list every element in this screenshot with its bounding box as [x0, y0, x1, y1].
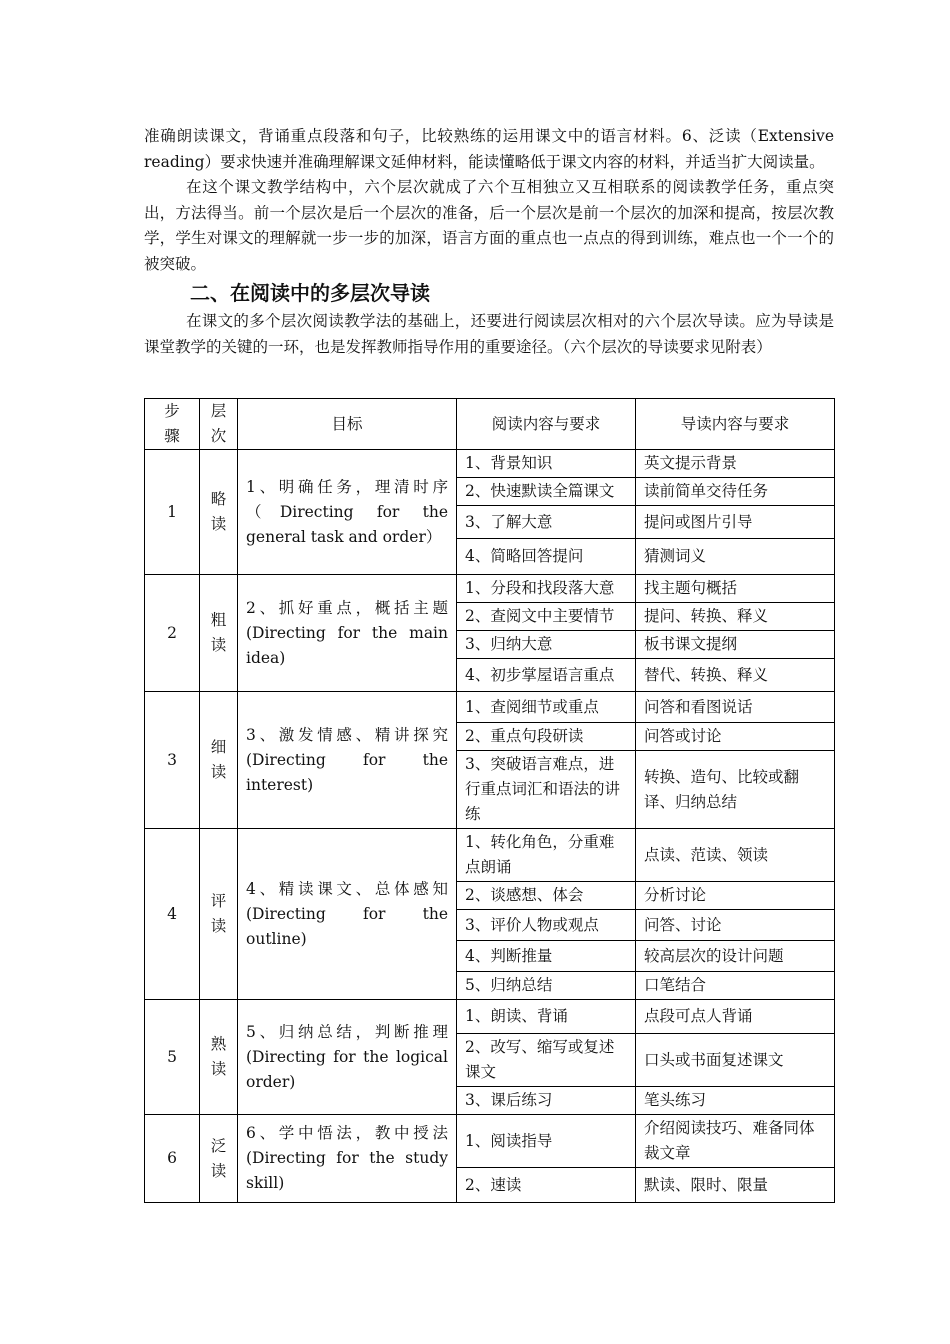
document-body	[144, 124, 834, 360]
reading-cell: 1、查阅细节或重点	[457, 692, 636, 723]
guide-cell: 口笔结合	[636, 972, 835, 1000]
reading-cell: 1、背景知识	[457, 450, 636, 478]
level-cell: 略读	[200, 450, 238, 575]
reading-cell: 2、快速默读全篇课文	[457, 478, 636, 506]
section-heading: 二、在阅读中的多层次导读	[190, 281, 430, 305]
table-row	[145, 450, 835, 478]
guide-cell: 英文提示背景	[636, 450, 835, 478]
reading-cell: 2、速读	[457, 1168, 636, 1203]
guide-cell: 提问、转换、释义	[636, 603, 835, 631]
guide-cell: 找主题句概括	[636, 575, 835, 603]
guide-cell: 点段可点人背诵	[636, 1000, 835, 1034]
paragraph-3: 在课文的多个层次阅读教学法的基础上，还要进行阅读层次相对的六个层次导读。应为导读是课堂教学的关键的一环，也是发挥教师指导作用的重要途径。（六个层次的导读要求见附表）	[144, 312, 834, 356]
reading-cell: 4、简略回答提问	[457, 539, 636, 575]
reading-cell: 3、课后练习	[457, 1087, 636, 1115]
goal-cell: 5、归纳总结，判断推理(Directing for the logical order)	[238, 1000, 457, 1115]
reading-levels-table	[144, 398, 835, 1203]
reading-cell: 2、查阅文中主要情节	[457, 603, 636, 631]
reading-cell: 3、评价人物或观点	[457, 910, 636, 941]
guide-cell: 笔头练习	[636, 1087, 835, 1115]
goal-cell: 4、精读课文、总体感知(Directing for the outline)	[238, 829, 457, 1000]
reading-cell: 4、判断推量	[457, 941, 636, 972]
reading-cell: 1、朗读、背诵	[457, 1000, 636, 1034]
table-row	[145, 575, 835, 603]
goal-cell: 2、抓好重点，概括主题(Directing for the main idea)	[238, 575, 457, 692]
reading-cell: 3、归纳大意	[457, 631, 636, 659]
reading-cell: 5、归纳总结	[457, 972, 636, 1000]
level-cell: 熟读	[200, 1000, 238, 1115]
guide-cell: 问答和看图说话	[636, 692, 835, 723]
table-row	[145, 1000, 835, 1034]
guide-cell: 点读、范读、领读	[636, 829, 835, 882]
goal-cell: 3、激发情感、精讲探究(Directing for the interest)	[238, 692, 457, 829]
guide-cell: 提问或图片引导	[636, 506, 835, 539]
guide-cell: 介绍阅读技巧、难备同体裁文章	[636, 1115, 835, 1168]
reading-cell: 4、初步掌屋语言重点	[457, 659, 636, 692]
reading-cell: 2、重点句段研读	[457, 723, 636, 751]
goal-cell: 1、明确任务，理清时序（Directing for the general task and order）	[238, 450, 457, 575]
header-goal: 目标	[238, 399, 457, 450]
reading-cell: 3、突破语言难点，进行重点词汇和语法的讲练	[457, 751, 636, 829]
reading-cell: 2、改写、缩写或复述课文	[457, 1034, 636, 1087]
reading-cell: 1、分段和找段落大意	[457, 575, 636, 603]
guide-cell: 读前简单交待任务	[636, 478, 835, 506]
header-level: 层次	[200, 399, 238, 450]
reading-cell: 1、阅读指导	[457, 1115, 636, 1168]
guide-cell: 默读、限时、限量	[636, 1168, 835, 1203]
guide-cell: 转换、造句、比较或翻译、归纳总结	[636, 751, 835, 829]
guide-cell: 问答或讨论	[636, 723, 835, 751]
level-cell: 泛读	[200, 1115, 238, 1203]
guide-cell: 板书课文提纲	[636, 631, 835, 659]
goal-cell: 6、学中悟法，教中授法(Directing for the study skill)	[238, 1115, 457, 1203]
reading-cell: 3、了解大意	[457, 506, 636, 539]
table-row	[145, 692, 835, 723]
reading-cell: 1、转化角色，分重难点朗诵	[457, 829, 636, 882]
guide-cell: 猜测词义	[636, 539, 835, 575]
reading-cell: 2、谈感想、体会	[457, 882, 636, 910]
step-cell: 3	[145, 692, 200, 829]
paragraph-2: 在这个课文教学结构中，六个层次就成了六个互相独立又互相联系的阅读教学任务，重点突出，方法得当。前一个层次是后一个层次的准备，后一个层次是前一个层次的加深和提高，按层次教学，学生对课文的理解就一步一步的加深，语言方面的重点也一点点的得到训练，难点也一个一个的被突破。	[144, 178, 834, 273]
step-cell: 4	[145, 829, 200, 1000]
guide-cell: 分析讨论	[636, 882, 835, 910]
level-cell: 细读	[200, 692, 238, 829]
step-cell: 2	[145, 575, 200, 692]
step-cell: 6	[145, 1115, 200, 1203]
step-cell: 1	[145, 450, 200, 575]
guide-cell: 口头或书面复述课文	[636, 1034, 835, 1087]
table-row	[145, 1115, 835, 1168]
header-guide-content: 导读内容与要求	[636, 399, 835, 450]
table-row	[145, 829, 835, 882]
level-cell: 评读	[200, 829, 238, 1000]
step-cell: 5	[145, 1000, 200, 1115]
guide-cell: 问答、讨论	[636, 910, 835, 941]
guide-cell: 较高层次的设计问题	[636, 941, 835, 972]
table-header-row	[145, 399, 835, 450]
guide-cell: 替代、转换、释义	[636, 659, 835, 692]
header-reading-content: 阅读内容与要求	[457, 399, 636, 450]
paragraph-1: 准确朗读课文，背诵重点段落和句子，比较熟练的运用课文中的语言材料。6、泛读（Extensive reading）要求快速并准确理解课文延伸材料，能读懂略低于课文内容的材料，并适当扩大阅读量。	[144, 127, 834, 171]
header-step: 步骤	[145, 399, 200, 450]
level-cell: 粗读	[200, 575, 238, 692]
